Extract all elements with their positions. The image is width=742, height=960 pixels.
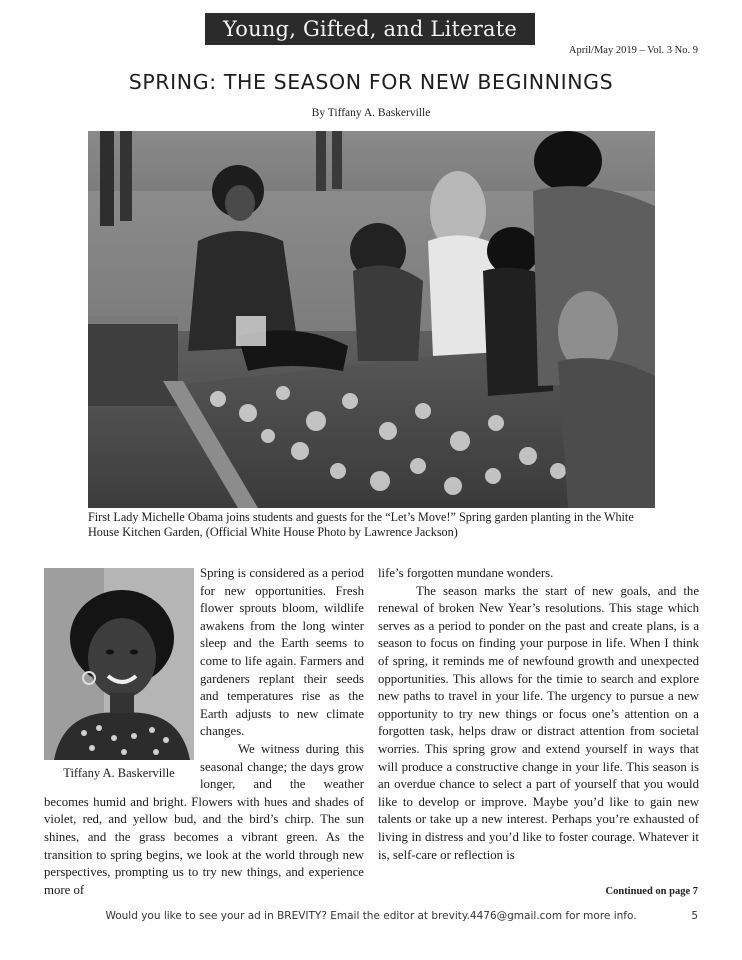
article-paragraph: We witness during this seasonal change; the days grow longer, and the weather becomes humid and bright. Flowers with hues and shades of violet, red, and yellow bud, and the bird’s chirp. The sun shines, and the grass becomes a vibrant green. As the transition to spring begins, we look at the world through new perspectives, prompting us to try new things, and experience more of — [44, 741, 364, 897]
portrait-label: Tiffany A. Baskerville — [63, 766, 175, 780]
continued-note: Continued on page 7 — [605, 886, 698, 897]
photo-caption: First Lady Michelle Obama joins students and guests for the “Let’s Move!” Spring garden planting in the White House Kitchen Garden, (Official White House Photo by Lawrence Jackson) — [88, 510, 634, 539]
page-number: 5 — [691, 910, 698, 922]
article-column-right — [378, 565, 699, 864]
issue-info: April/May 2019 – Vol. 3 No. 9 — [568, 45, 698, 56]
article-byline: By Tiffany A. Baskerville — [311, 107, 431, 119]
article-paragraph: The season marks the start of new goals, and the renewal of broken New Year’s resolutions. This stage which serves as a period to ponder on the past and create plans, is a season to focus on finding your purpose in life. When I think of spring, it reminds me of newfound growth and unexpected opportunities. This allows for the timie to search and explore new paths to travel in your life. The urgency to pursue a new opportunity to try new things or focus one’s attention on a forgotten task, helps draw or distract attention from societal worries. This spring grow and extend yourself in ways that will produce a constructive change in your life. This season is an overdue chance to select a part of yourself that you would like to develop or improve. Maybe you’d like to gain new talents or take up a new interest. Perhaps you’re exhausted of living in distress and you’d like to foster courage. Whatever it is, self-care or reflection is — [378, 583, 699, 862]
article-column-left — [44, 565, 364, 899]
article-paragraph: Spring is considered as a period for new opportunities. Fresh flower sprouts bloom, wildlife awakens from the long winter sleep and the Earth seems to come to life again. Farmers and gardeners replant their seeds and temperatures rise as the Earth adjusts to new climate changes. — [200, 566, 364, 739]
masthead-title: Young, Gifted, and Literate — [205, 13, 535, 45]
garden-photo-illustration — [88, 131, 655, 508]
footer-ad-note: Would you like to see your ad in BREVITY? Email the editor at brevity.4476@gmail.com for more info. — [105, 910, 637, 922]
garden-photo — [88, 131, 655, 508]
article-headline: SPRING: THE SEASON FOR NEW BEGINNINGS — [128, 70, 614, 94]
article-paragraph: life’s forgotten mundane wonders. — [378, 566, 554, 580]
